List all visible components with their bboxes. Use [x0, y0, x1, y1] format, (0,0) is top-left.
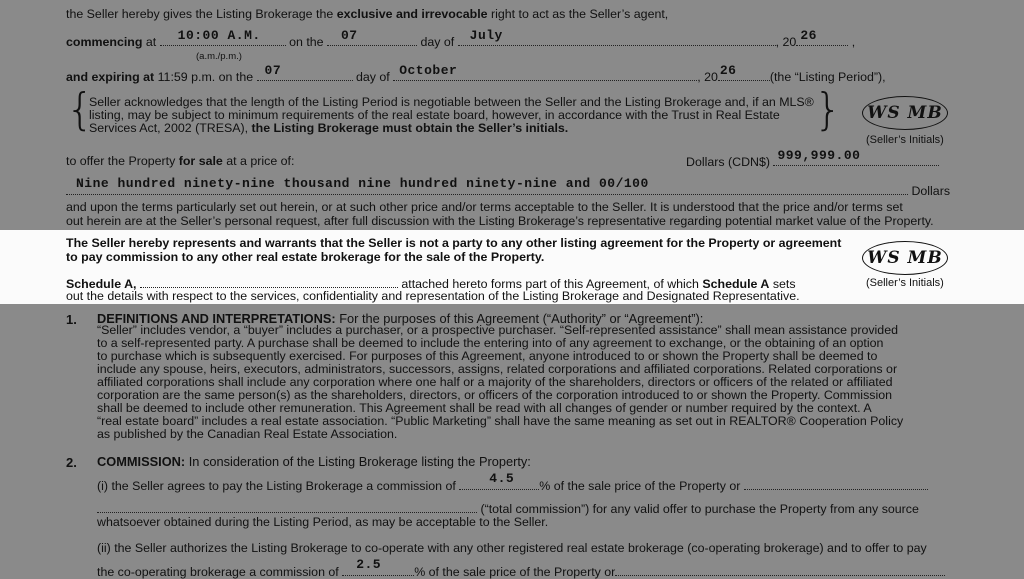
price-dollars-label: Dollars	[911, 184, 951, 198]
commencing-month-field[interactable]	[458, 28, 776, 46]
seller-initials-label-2: (Seller’s Initials)	[866, 277, 944, 289]
expiring-month-value: October	[399, 63, 458, 78]
mls-note-line3-bold: the Listing Brokerage must obtain the Seller’s initials.	[251, 121, 569, 135]
commission-rate-value: 4.5	[489, 471, 515, 486]
section1-line-3: include any spouse, heirs, executors, administrators, successors, assigns, related corporations and affiliated corporations. Related corporations or	[97, 362, 898, 376]
section2-ii-rate-line	[97, 557, 945, 579]
terms-line2: out herein are at the Seller’s personal request, after full discussion with the Listing Brokerage’s representative regarding potential market value of the Property.	[66, 214, 934, 228]
price-line	[66, 154, 294, 168]
commission-rate-field[interactable]	[459, 471, 539, 490]
seller-initials-box-2[interactable]	[862, 241, 948, 275]
seller-initials-2: WS MB	[867, 248, 943, 268]
commencing-on-the: on the	[285, 35, 327, 49]
expiring-month-field[interactable]	[393, 63, 697, 81]
mls-note-line3	[89, 122, 568, 134]
expiring-day-of: day of	[352, 70, 394, 84]
section1-line-1: to a self-represented party. A purchase shall be deemed to include the entering into of any agreement to exchange, or the obtaining of an option	[97, 336, 884, 350]
schedule-line2: out the details with respect to the services, confidentiality and representation of the Listing Brokerage and Designated Representative.	[66, 289, 800, 303]
schedule-field[interactable]	[140, 276, 398, 288]
commencing-day-value: 07	[341, 28, 358, 43]
section1-number: 1.	[66, 312, 77, 327]
coop-commission-rate-value: 2.5	[356, 557, 382, 572]
section2-whatsoever: whatsoever obtained during the Listing Period, as may be acceptable to the Seller.	[97, 515, 549, 529]
commencing-time-field[interactable]	[160, 28, 286, 46]
price-amount-value: 999,999.00	[777, 148, 861, 163]
intro-bold: exclusive and irrevocable	[336, 7, 488, 21]
mls-note-line1: Seller acknowledges that the length of the Listing Period is negotiable between the Seller and the Listing Brokerage and, if an MLS®	[89, 95, 814, 109]
commencing-time-value: 10:00 A.M.	[177, 28, 261, 43]
section2-number: 2.	[66, 455, 77, 470]
seller-initials-label-1: (Seller’s Initials)	[866, 134, 944, 146]
terms-line1: and upon the terms particularly set out herein, or at such other price and/or terms acceptable to the Seller. It is understood that the price and/or terms set	[66, 200, 903, 214]
commencing-day-field[interactable]	[327, 28, 417, 46]
section2-heading: COMMISSION:	[97, 454, 186, 469]
seller-initials-1: WS MB	[867, 103, 943, 123]
section1-line-0: “Seller” includes vendor, a “buyer” includes a purchaser, or a prospective purchaser. “Self-represented assistance” shall mean assistance provided	[97, 323, 898, 337]
price-suffix: at a price of:	[222, 154, 295, 168]
price-words-value: Nine hundred ninety-nine thousand nine hundred ninety-nine and 00/100	[76, 176, 649, 191]
section2-heading-rest: In consideration of the Listing Brokerage listing the Property:	[185, 454, 531, 469]
section2-heading-line	[97, 455, 531, 469]
intro-line	[66, 7, 668, 21]
section1-line-6: shall be deemed to include other remuneration. This Agreement shall be read with all changes of gender or number required by the context. A	[97, 401, 872, 415]
price-amount-line	[686, 148, 939, 169]
commencing-at: at	[142, 35, 160, 49]
mls-note-line3-plain: Services Act, 2002 (TRESA),	[89, 121, 252, 135]
expiring-time: 11:59 p.m. on the	[154, 70, 257, 84]
expiring-day-value: 07	[264, 63, 282, 78]
schedule-label: Schedule A,	[66, 277, 137, 291]
coop-commission-amount-field[interactable]	[615, 564, 945, 576]
price-words-field[interactable]	[66, 176, 908, 195]
section2-total-line	[97, 501, 919, 516]
expiring-line	[66, 63, 886, 84]
price-words-line	[66, 176, 951, 198]
section2-ii-line: (ii) the Seller authorizes the Listing Brokerage to co-operate with any other registered real estate brokerage (co-operating brokerage) and to offer to pay	[97, 541, 927, 555]
schedule-label2: Schedule A	[702, 277, 770, 291]
schedule-end: sets	[769, 277, 796, 291]
section1-heading-rest: For the purposes of this Agreement (“Authority” or “Agreement”):	[335, 311, 704, 326]
price-amount-field[interactable]	[773, 148, 939, 166]
ampm-note: (a.m./p.m.)	[196, 51, 242, 62]
commencing-year-value: 26	[800, 28, 817, 43]
warranty-line2: to pay commission to any other real estate brokerage for the sale of the Property.	[66, 250, 545, 264]
section1-line-5: corporation are the same person(s) as the shareholders, directors, or officers of the corporation introduced to or shown the Property. Commission	[97, 388, 892, 402]
intro-prefix: the Seller hereby gives the Listing Brokerage the	[66, 7, 337, 21]
commencing-year-prefix: , 20	[775, 35, 797, 49]
commencing-label: commencing	[66, 35, 143, 49]
schedule-middle: attached hereto forms part of this Agreement, of which	[397, 277, 703, 291]
currency-label: Dollars (CDN$)	[686, 155, 770, 169]
commencing-day-of: day of	[417, 35, 458, 49]
intro-suffix: right to act as the Seller’s agent,	[487, 7, 669, 21]
coop-commission-rate-field[interactable]	[342, 557, 414, 576]
expiring-year-field[interactable]	[718, 63, 770, 81]
commencing-year-field[interactable]	[796, 28, 848, 46]
section1-line-2: to purchase which is subsequently exercised. For purposes of this Agreement, anyone introduced to or shown the Property shall be deemed to	[97, 349, 878, 363]
section2-ii-prefix: the co-operating brokerage a commission of	[97, 565, 343, 579]
section2-i-suffix: % of the sale price of the Property or	[539, 479, 744, 493]
section2-i-line	[97, 471, 928, 493]
price-prefix: to offer the Property	[66, 154, 179, 168]
section1-heading: DEFINITIONS AND INTERPRETATIONS:	[97, 311, 336, 326]
section2-total-commission: (“total commission”) for any valid offer to purchase the Property from any source	[477, 502, 919, 516]
mls-note-line2: listing, may be subject to minimum requirements of the real estate board, however, in accordance with the Trust in Real Estate	[89, 108, 780, 122]
commencing-line: commencing at 10:00 A.M. on the 07 day of July , 20 26 ,	[66, 28, 856, 49]
commencing-month-value: July	[469, 28, 503, 43]
right-brace: }	[814, 84, 842, 135]
listing-period-note: (the “Listing Period”),	[769, 70, 886, 84]
commission-amount-field[interactable]	[744, 478, 928, 490]
section1-line-4: affiliated corporations shall include any corporation where one half or a majority of the shareholders, directors or officers of the related or affiliated	[97, 375, 893, 389]
expiring-year-value: 26	[719, 63, 737, 78]
section1-line-7: “real estate board” includes a real estate association. “Public Marketing” shall have the same meaning as set out in REALTOR® Cooperation Policy	[97, 414, 904, 428]
section2-ii-suffix: % of the sale price of the Property or	[414, 565, 616, 579]
schedule-line1	[66, 276, 796, 290]
expiring-year-prefix: , 20	[697, 70, 718, 84]
expiring-day-field[interactable]	[257, 63, 353, 81]
price-bold: for sale	[178, 154, 223, 168]
seller-initials-box-1[interactable]	[862, 96, 948, 130]
expiring-label: and expiring at	[66, 70, 155, 84]
warranty-line1: The Seller hereby represents and warrants that the Seller is not a party to any other listing agreement for the Property or agreement	[66, 236, 842, 250]
left-brace: {	[66, 84, 94, 135]
total-commission-field[interactable]	[97, 501, 477, 513]
section1-line-8: as published by the Canadian Real Estate Association.	[97, 427, 398, 441]
section2-i-prefix: (i) the Seller agrees to pay the Listing Brokerage a commission of	[97, 479, 460, 493]
